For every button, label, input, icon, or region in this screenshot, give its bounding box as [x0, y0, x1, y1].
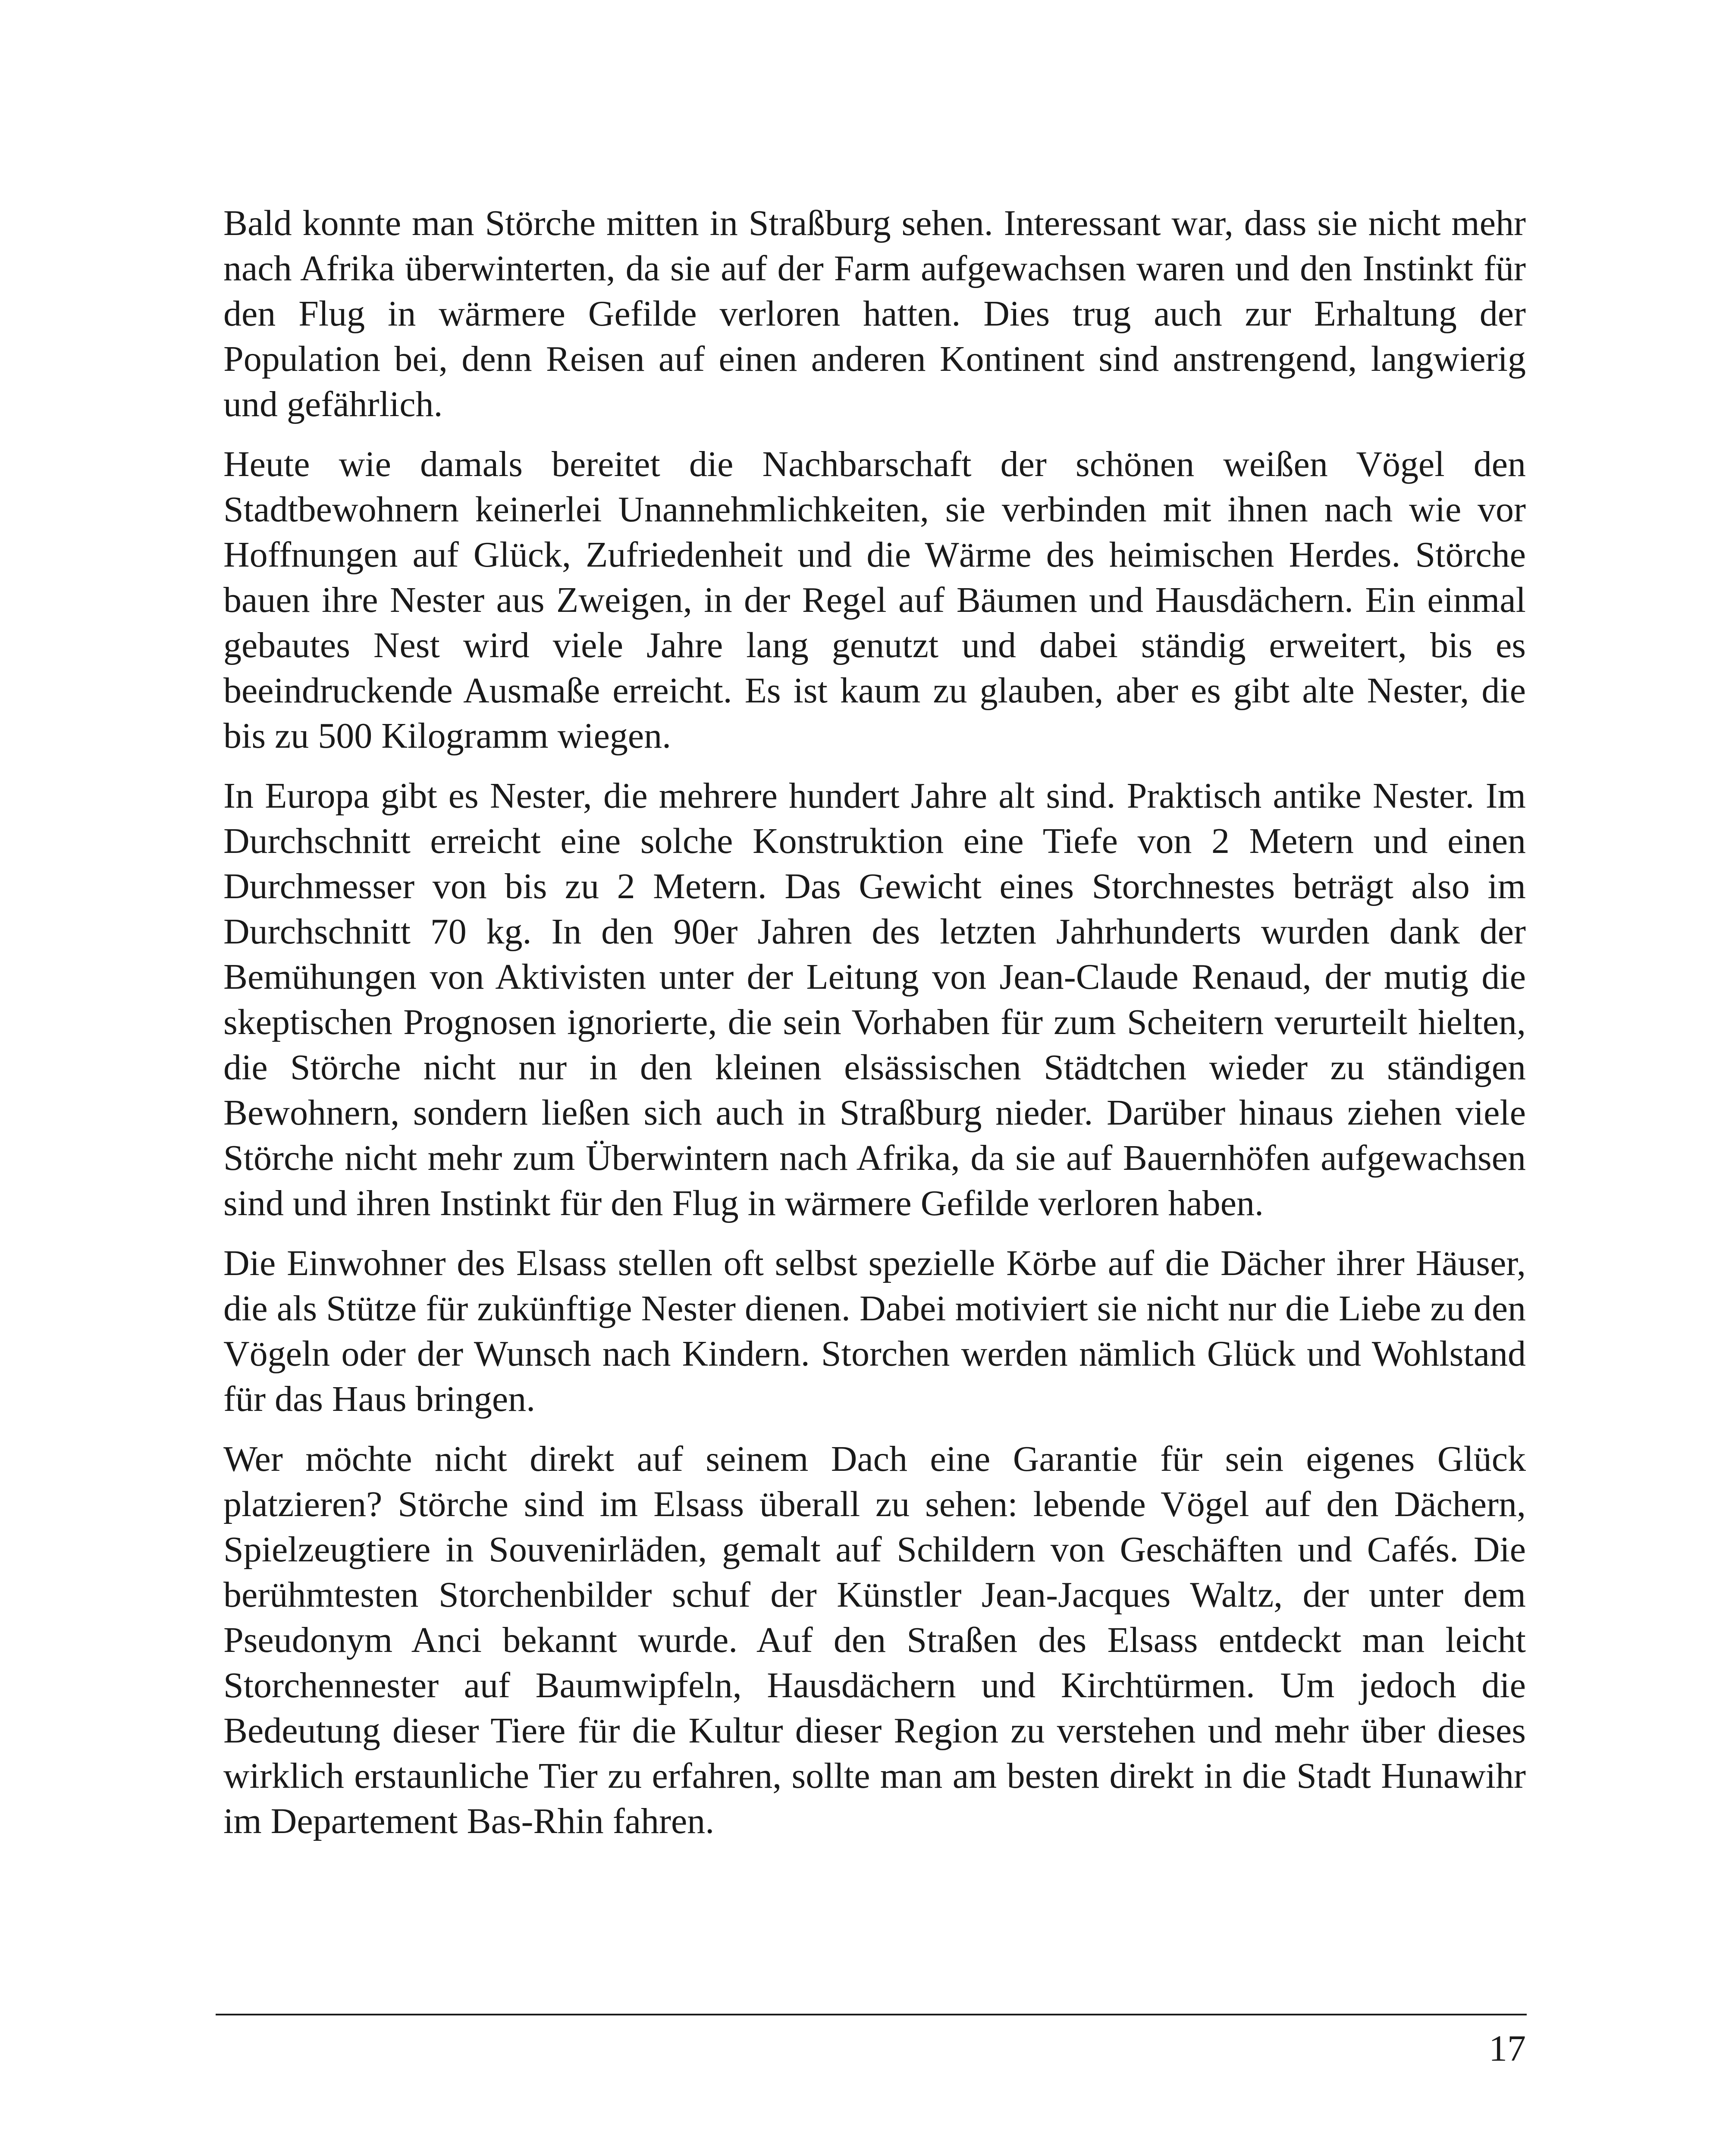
- paragraph-1: Bald konnte man Störche mitten in Straßburg sehen. Interessant war, dass sie nicht mehr nach Afrika überwinterten, da sie auf der Farm aufgewachsen waren und den Instinkt für den Flug in wärmere Gefilde verloren hatten. Dies trug auch zur Erhaltung der Population bei, denn Reisen auf einen anderen Kontinent sind anstrengend, langwierig und gefährlich.: [223, 203, 1526, 424]
- paragraph-5: Wer möchte nicht direkt auf seinem Dach eine Garantie für sein eigenes Glück platzieren? Störche sind im Elsass überall zu sehen: lebende Vögel auf den Dächern, Spielzeugtiere in Souvenirläden, gemalt auf Schildern von Geschäften und Cafés. Die berühmtesten Storchenbilder schuf der Künstler Jean-Jacques Waltz, der unter dem Pseudonym Anci bekannt wurde. Auf den Straßen des Elsass entdeckt man leicht Storchennester auf Baumwipfeln, Hausdächern und Kirchtürmen. Um jedoch die Bedeutung dieser Tiere für die Kultur dieser Region zu verstehen und mehr über dieses wirklich erstaunliche Tier zu erfahren, sollte man am besten direkt in die Stadt Hunawihr im Departement Bas-Rhin fahren.: [223, 1439, 1526, 1841]
- page-number: 17: [1489, 2028, 1526, 2069]
- footer-divider: [216, 2014, 1527, 2015]
- body-text: [223, 201, 1526, 1858]
- paragraph-3: In Europa gibt es Nester, die mehrere hundert Jahre alt sind. Praktisch antike Nester. Im Durchschnitt erreicht eine solche Konstruktion eine Tiefe von 2 Metern und einen Durchmesser von bis zu 2 Metern. Das Gewicht eines Storchnestes beträgt also im Durchschnitt 70 kg. In den 90er Jahren des letzten Jahrhunderts wurden dank der Bemühungen von Aktivisten unter der Leitung von Jean-Claude Renaud, der mutig die skeptischen Prognosen ignorierte, die sein Vorhaben für zum Scheitern verurteilt hielten, die Störche nicht nur in den kleinen elsässischen Städtchen wieder zu ständigen Bewohnern, sondern ließen sich auch in Straßburg nieder. Darüber hinaus ziehen viele Störche nicht mehr zum Überwintern nach Afrika, da sie auf Bauernhöfen aufgewachsen sind und ihren Instinkt für den Flug in wärmere Gefilde verloren haben.: [223, 776, 1526, 1223]
- paragraph-4: Die Einwohner des Elsass stellen oft selbst spezielle Körbe auf die Dächer ihrer Häuser, die als Stütze für zukünftige Nester dienen. Dabei motiviert sie nicht nur die Liebe zu den Vögeln oder der Wunsch nach Kindern. Storchen werden nämlich Glück und Wohlstand für das Haus bringen.: [223, 1243, 1526, 1419]
- paragraph-2: Heute wie damals bereitet die Nachbarschaft der schönen weißen Vögel den Stadtbewohnern keinerlei Unannehmlichkeiten, sie verbinden mit ihnen nach wie vor Hoffnungen auf Glück, Zufriedenheit und die Wärme des heimischen Herdes. Störche bauen ihre Nester aus Zweigen, in der Regel auf Bäumen und Hausdächern. Ein einmal gebautes Nest wird viele Jahre lang genutzt und dabei ständig erweitert, bis es beeindruckende Ausmaße erreicht. Es ist kaum zu glauben, aber es gibt alte Nester, die bis zu 500 Kilogramm wiegen.: [223, 444, 1526, 756]
